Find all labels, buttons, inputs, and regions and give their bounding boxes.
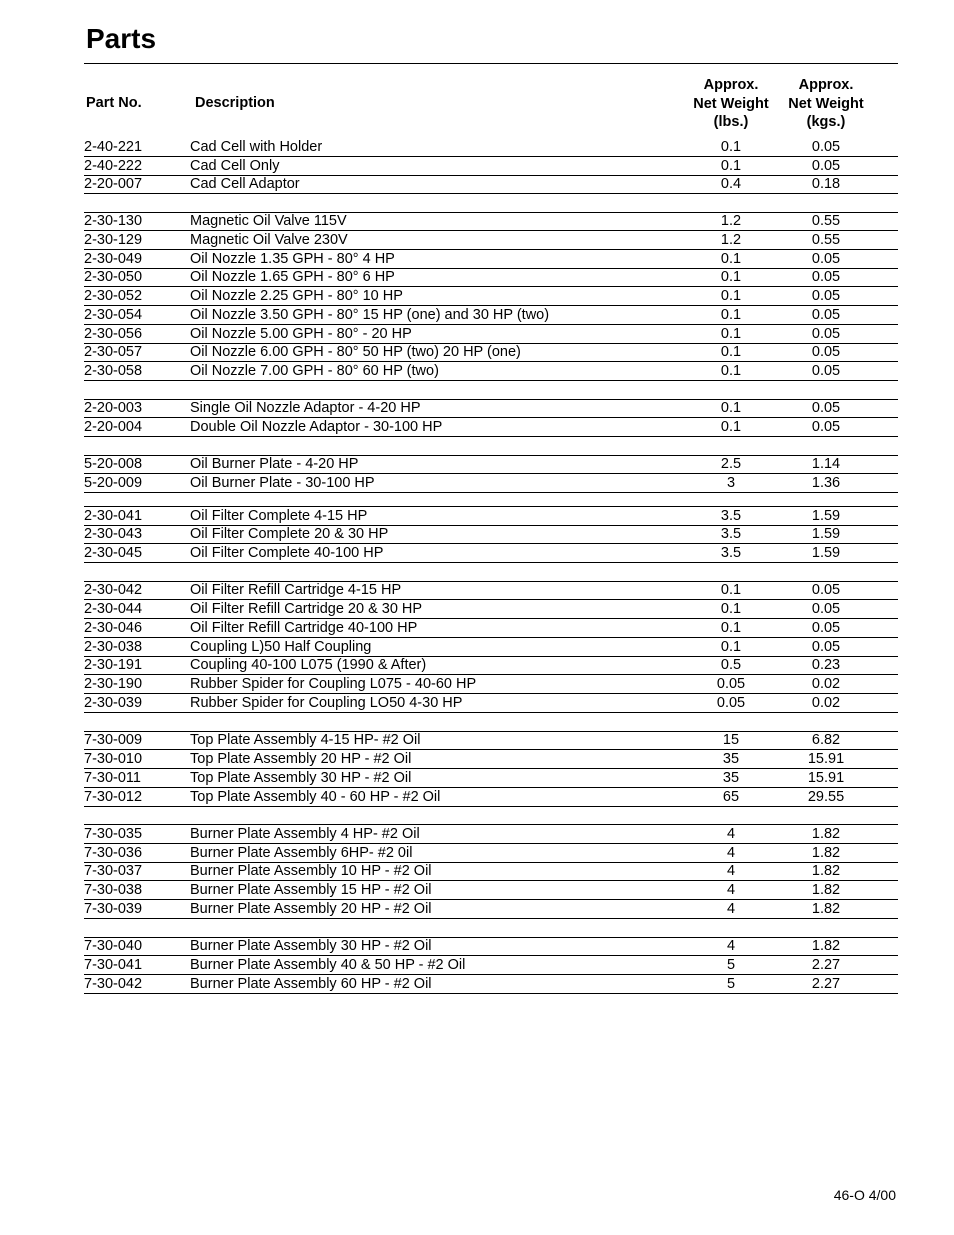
table-row: [84, 657, 898, 675]
cell-description: Oil Filter Complete 40-100 HP: [190, 545, 384, 561]
table-header: [84, 76, 898, 134]
cell-part-no: 7-30-042: [84, 976, 143, 992]
cell-part-no: 2-30-190: [84, 676, 143, 692]
header-weight-kgs: [781, 76, 871, 132]
cell-description: Oil Burner Plate - 4-20 HP: [190, 456, 359, 472]
cell-weight-lbs: 0.5: [720, 657, 742, 673]
cell-weight-kgs: 1.14: [811, 456, 841, 472]
cell-description: Burner Plate Assembly 6HP- #2 0il: [190, 845, 413, 861]
table-row: [84, 176, 898, 194]
cell-weight-lbs: 35: [722, 770, 740, 786]
header-weight-lbs-line: Net Weight: [693, 95, 769, 112]
cell-weight-kgs: 6.82: [811, 732, 841, 748]
cell-part-no: 2-30-056: [84, 326, 143, 342]
table-row: [84, 418, 898, 437]
header-description: Description: [195, 95, 275, 111]
table-row: [84, 881, 898, 900]
cell-description: Single Oil Nozzle Adaptor - 4-20 HP: [190, 400, 421, 416]
cell-part-no: 7-30-010: [84, 751, 143, 767]
cell-description: Top Plate Assembly 40 - 60 HP - #2 Oil: [190, 789, 441, 805]
cell-weight-lbs: 0.1: [720, 419, 742, 435]
table-row: [84, 600, 898, 619]
cell-weight-kgs: 2.27: [811, 976, 841, 992]
table-row: [84, 825, 898, 844]
table-row: [84, 344, 898, 362]
table-row-spacer: [84, 194, 898, 213]
table-row: [84, 287, 898, 306]
cell-part-no: 2-30-049: [84, 251, 143, 267]
table-row-spacer: [84, 493, 898, 507]
cell-weight-kgs: 29.55: [807, 789, 845, 805]
cell-weight-kgs: 0.02: [811, 695, 841, 711]
header-weight-kgs-line: (kgs.): [806, 114, 846, 130]
cell-description: Top Plate Assembly 30 HP - #2 Oil: [190, 770, 412, 786]
cell-weight-kgs: 0.05: [811, 363, 841, 379]
cell-weight-kgs: 1.82: [811, 901, 841, 917]
cell-part-no: 7-30-009: [84, 732, 143, 748]
cell-part-no: 2-30-057: [84, 344, 143, 360]
table-row-spacer: [84, 807, 898, 825]
table-row: [84, 400, 898, 418]
cell-weight-lbs: 0.1: [720, 269, 742, 285]
cell-description: Coupling 40-100 L075 (1990 & After): [190, 657, 427, 673]
table-row: [84, 956, 898, 975]
cell-part-no: 2-30-129: [84, 232, 143, 248]
table-row: [84, 582, 898, 600]
cell-part-no: 2-30-039: [84, 695, 143, 711]
table-row: [84, 619, 898, 638]
table-row-spacer: [84, 919, 898, 938]
cell-weight-kgs: 0.55: [811, 232, 841, 248]
cell-description: Top Plate Assembly 4-15 HP- #2 Oil: [190, 732, 421, 748]
cell-description: Oil Filter Complete 20 & 30 HP: [190, 526, 389, 542]
table-row: [84, 507, 898, 526]
cell-description: Oil Nozzle 3.50 GPH - 80° 15 HP (one) and 30 HP (two): [190, 307, 550, 323]
cell-description: Oil Nozzle 6.00 GPH - 80° 50 HP (two) 20 HP (one): [190, 344, 521, 360]
cell-weight-kgs: 15.91: [807, 751, 845, 767]
cell-description: Magnetic Oil Valve 230V: [190, 232, 348, 248]
cell-weight-lbs: 1.2: [720, 213, 742, 229]
cell-part-no: 2-20-007: [84, 176, 143, 192]
table-row-spacer: [84, 381, 898, 400]
table-row: [84, 138, 898, 157]
cell-weight-lbs: 3.5: [720, 508, 742, 524]
cell-description: Oil Nozzle 5.00 GPH - 80° - 20 HP: [190, 326, 412, 342]
cell-part-no: 5-20-009: [84, 475, 143, 491]
cell-weight-lbs: 0.1: [720, 344, 742, 360]
cell-description: Cad Cell Adaptor: [190, 176, 300, 192]
cell-part-no: 2-30-052: [84, 288, 143, 304]
cell-description: Oil Burner Plate - 30-100 HP: [190, 475, 375, 491]
cell-weight-lbs: 4: [726, 901, 736, 917]
cell-description: Cad Cell with Holder: [190, 139, 323, 155]
page-title: Parts: [86, 23, 157, 54]
cell-weight-kgs: 1.82: [811, 863, 841, 879]
table-row: [84, 938, 898, 956]
cell-weight-kgs: 1.59: [811, 545, 841, 561]
cell-description: Magnetic Oil Valve 115V: [190, 213, 347, 229]
cell-weight-lbs: 0.1: [720, 251, 742, 267]
table-row: [84, 474, 898, 493]
cell-description: Burner Plate Assembly 40 & 50 HP - #2 Oil: [190, 957, 466, 973]
table-row-spacer: [84, 713, 898, 732]
table-row-spacer: [84, 437, 898, 456]
cell-weight-kgs: 0.05: [811, 620, 841, 636]
cell-description: Burner Plate Assembly 30 HP - #2 Oil: [190, 938, 432, 954]
cell-weight-lbs: 5: [726, 976, 736, 992]
cell-weight-kgs: 1.82: [811, 882, 841, 898]
table-row: [84, 694, 898, 713]
cell-part-no: 2-20-003: [84, 400, 143, 416]
cell-weight-kgs: 0.05: [811, 158, 841, 174]
cell-weight-kgs: 0.05: [811, 269, 841, 285]
cell-part-no: 2-30-058: [84, 363, 143, 379]
cell-part-no: 2-40-222: [84, 158, 143, 174]
cell-part-no: 7-30-012: [84, 789, 143, 805]
cell-description: Burner Plate Assembly 10 HP - #2 Oil: [190, 863, 432, 879]
cell-weight-lbs: 4: [726, 845, 736, 861]
cell-description: Burner Plate Assembly 15 HP - #2 Oil: [190, 882, 432, 898]
cell-weight-kgs: 0.05: [811, 307, 841, 323]
cell-weight-lbs: 0.1: [720, 601, 742, 617]
table-row: [84, 863, 898, 881]
cell-weight-kgs: 0.05: [811, 582, 841, 598]
cell-weight-lbs: 0.1: [720, 139, 742, 155]
cell-description: Oil Filter Complete 4-15 HP: [190, 508, 368, 524]
cell-description: Cad Cell Only: [190, 158, 280, 174]
table-row: [84, 231, 898, 250]
cell-weight-lbs: 0.1: [720, 158, 742, 174]
cell-description: Oil Filter Refill Cartridge 4-15 HP: [190, 582, 402, 598]
cell-weight-lbs: 0.05: [716, 695, 746, 711]
table-row: [84, 788, 898, 807]
cell-part-no: 2-30-038: [84, 639, 143, 655]
table-row: [84, 750, 898, 769]
cell-weight-kgs: 15.91: [807, 770, 845, 786]
cell-weight-lbs: 0.1: [720, 288, 742, 304]
cell-part-no: 2-40-221: [84, 139, 143, 155]
header-weight-kgs-line: Net Weight: [788, 95, 864, 112]
cell-description: Oil Nozzle 1.35 GPH - 80° 4 HP: [190, 251, 395, 267]
cell-weight-lbs: 0.1: [720, 620, 742, 636]
table-row: [84, 844, 898, 863]
cell-weight-kgs: 0.05: [811, 251, 841, 267]
table-row: [84, 544, 898, 563]
cell-description: Rubber Spider for Coupling L075 - 40-60 HP: [190, 676, 477, 692]
cell-weight-lbs: 0.4: [720, 176, 742, 192]
cell-weight-kgs: 0.05: [811, 288, 841, 304]
cell-weight-kgs: 0.05: [811, 639, 841, 655]
cell-description: Oil Nozzle 2.25 GPH - 80° 10 HP: [190, 288, 403, 304]
cell-weight-kgs: 0.18: [811, 176, 841, 192]
cell-weight-kgs: 1.82: [811, 845, 841, 861]
cell-weight-lbs: 0.1: [720, 326, 742, 342]
cell-weight-lbs: 0.1: [720, 639, 742, 655]
table-row: [84, 975, 898, 994]
cell-part-no: 2-30-044: [84, 601, 143, 617]
table-row: [84, 362, 898, 381]
header-weight-lbs: [686, 76, 776, 132]
cell-weight-kgs: 0.05: [811, 344, 841, 360]
header-weight-kgs-line: Approx.: [798, 77, 854, 93]
cell-description: Burner Plate Assembly 20 HP - #2 Oil: [190, 901, 432, 917]
table-row: [84, 213, 898, 231]
cell-weight-lbs: 1.2: [720, 232, 742, 248]
cell-weight-lbs: 4: [726, 882, 736, 898]
cell-description: Coupling L)50 Half Coupling: [190, 639, 372, 655]
cell-part-no: 2-30-050: [84, 269, 143, 285]
cell-part-no: 2-30-045: [84, 545, 143, 561]
cell-part-no: 7-30-041: [84, 957, 143, 973]
cell-part-no: 7-30-040: [84, 938, 143, 954]
table-row: [84, 306, 898, 325]
table-row: [84, 675, 898, 694]
header-weight-lbs-line: Approx.: [703, 77, 759, 93]
cell-weight-lbs: 3.5: [720, 545, 742, 561]
table-row: [84, 638, 898, 657]
cell-description: Double Oil Nozzle Adaptor - 30-100 HP: [190, 419, 443, 435]
table-row: [84, 325, 898, 344]
cell-weight-kgs: 0.05: [811, 326, 841, 342]
cell-weight-lbs: 2.5: [720, 456, 742, 472]
cell-weight-lbs: 0.1: [720, 582, 742, 598]
cell-part-no: 2-30-043: [84, 526, 143, 542]
header-weight-lbs-line: (lbs.): [713, 114, 749, 130]
cell-weight-kgs: 0.05: [811, 601, 841, 617]
page-footer: 46-O 4/00: [833, 1187, 896, 1203]
cell-weight-lbs: 4: [726, 826, 736, 842]
cell-part-no: 2-30-130: [84, 213, 143, 229]
cell-weight-lbs: 15: [722, 732, 740, 748]
cell-weight-kgs: 1.82: [811, 826, 841, 842]
cell-part-no: 7-30-035: [84, 826, 143, 842]
cell-weight-kgs: 0.05: [811, 139, 841, 155]
cell-weight-lbs: 3.5: [720, 526, 742, 542]
title-divider: [84, 63, 898, 64]
cell-weight-lbs: 35: [722, 751, 740, 767]
table-row: [84, 157, 898, 176]
cell-weight-lbs: 4: [726, 938, 736, 954]
cell-weight-lbs: 0.05: [716, 676, 746, 692]
cell-weight-kgs: 0.05: [811, 400, 841, 416]
cell-description: Burner Plate Assembly 4 HP- #2 Oil: [190, 826, 420, 842]
cell-weight-kgs: 1.59: [811, 526, 841, 542]
cell-part-no: 2-30-054: [84, 307, 143, 323]
cell-description: Top Plate Assembly 20 HP - #2 Oil: [190, 751, 412, 767]
cell-weight-kgs: 1.59: [811, 508, 841, 524]
cell-weight-lbs: 0.1: [720, 363, 742, 379]
cell-description: Oil Nozzle 1.65 GPH - 80° 6 HP: [190, 269, 395, 285]
cell-weight-lbs: 5: [726, 957, 736, 973]
cell-part-no: 7-30-037: [84, 863, 143, 879]
cell-part-no: 2-30-191: [84, 657, 143, 673]
table-row: [84, 900, 898, 919]
cell-weight-kgs: 2.27: [811, 957, 841, 973]
table-row: [84, 526, 898, 544]
cell-weight-lbs: 0.1: [720, 307, 742, 323]
table-row-spacer: [84, 563, 898, 582]
cell-description: Oil Filter Refill Cartridge 20 & 30 HP: [190, 601, 423, 617]
cell-weight-kgs: 0.55: [811, 213, 841, 229]
cell-part-no: 7-30-036: [84, 845, 143, 861]
cell-weight-kgs: 1.36: [811, 475, 841, 491]
cell-part-no: 2-20-004: [84, 419, 143, 435]
cell-part-no: 7-30-039: [84, 901, 143, 917]
cell-weight-kgs: 1.82: [811, 938, 841, 954]
table-row: [84, 769, 898, 788]
table-row: [84, 250, 898, 269]
cell-part-no: 2-30-041: [84, 508, 143, 524]
cell-part-no: 7-30-011: [84, 770, 141, 786]
table-row: [84, 456, 898, 474]
header-part-no: Part No.: [86, 95, 142, 111]
cell-description: Oil Nozzle 7.00 GPH - 80° 60 HP (two): [190, 363, 439, 379]
cell-part-no: 5-20-008: [84, 456, 143, 472]
cell-weight-lbs: 4: [726, 863, 736, 879]
cell-description: Burner Plate Assembly 60 HP - #2 Oil: [190, 976, 432, 992]
table-row: [84, 732, 898, 750]
cell-part-no: 2-30-042: [84, 582, 143, 598]
cell-weight-lbs: 3: [726, 475, 736, 491]
cell-weight-kgs: 0.23: [811, 657, 841, 673]
cell-weight-lbs: 0.1: [720, 400, 742, 416]
table-row: [84, 269, 898, 287]
cell-part-no: 7-30-038: [84, 882, 143, 898]
cell-part-no: 2-30-046: [84, 620, 143, 636]
cell-description: Oil Filter Refill Cartridge 40-100 HP: [190, 620, 418, 636]
parts-table: [84, 138, 898, 994]
cell-weight-kgs: 0.02: [811, 676, 841, 692]
cell-weight-lbs: 65: [722, 789, 740, 805]
cell-description: Rubber Spider for Coupling LO50 4-30 HP: [190, 695, 463, 711]
cell-weight-kgs: 0.05: [811, 419, 841, 435]
